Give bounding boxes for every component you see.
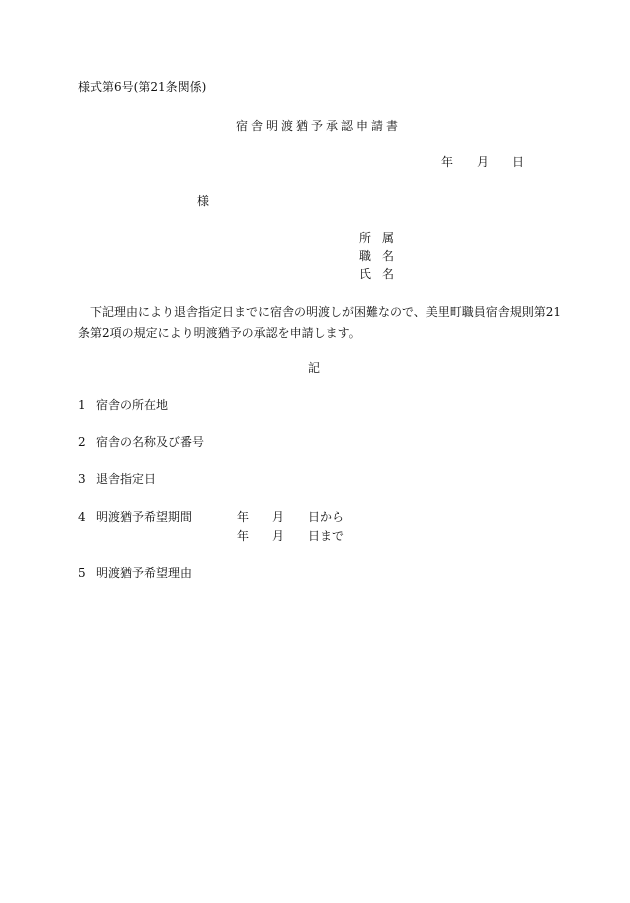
body-line-2: 条第2項の規定により明渡猶予の承認を申請します。	[78, 326, 361, 340]
item-number: 3	[78, 472, 86, 486]
period-to-year: 年	[237, 529, 250, 543]
period-from-year: 年	[237, 510, 250, 524]
position-label-2: 名	[382, 249, 395, 263]
item-number: 1	[78, 398, 86, 412]
name-label-2: 名	[382, 267, 395, 281]
document-title: 宿舎明渡猶予承認申請書	[236, 119, 402, 133]
item-number: 2	[78, 435, 86, 449]
item-label-grace-reason: 明渡猶予希望理由	[96, 566, 193, 580]
affiliation-label-2: 属	[382, 231, 395, 245]
name-label-1: 氏	[359, 267, 372, 281]
item-number: 5	[78, 566, 86, 580]
period-to-month: 月	[272, 529, 285, 543]
item-label-grace-period: 明渡猶予希望期間	[96, 510, 193, 524]
period-to-day: 日まで	[308, 529, 345, 543]
body-line-1: 下記理由により退舎指定日までに宿舎の明渡しが困難なので、美里町職員宿舎規則第21	[90, 305, 562, 319]
item-label-location: 宿舎の所在地	[96, 398, 169, 412]
date-year-label: 年	[441, 155, 454, 169]
date-day-label: 日	[512, 155, 525, 169]
period-from-day: 日から	[308, 510, 345, 524]
affiliation-label-1: 所	[359, 231, 372, 245]
position-label-1: 職	[359, 249, 372, 263]
addressee-suffix: 様	[197, 194, 210, 208]
item-label-name-number: 宿舎の名称及び番号	[96, 435, 205, 449]
date-month-label: 月	[477, 155, 490, 169]
item-number: 4	[78, 510, 86, 524]
ki-heading: 記	[308, 361, 321, 375]
form-number: 様式第6号(第21条関係)	[78, 80, 207, 94]
item-label-vacate-date: 退舎指定日	[96, 472, 157, 486]
period-from-month: 月	[272, 510, 285, 524]
